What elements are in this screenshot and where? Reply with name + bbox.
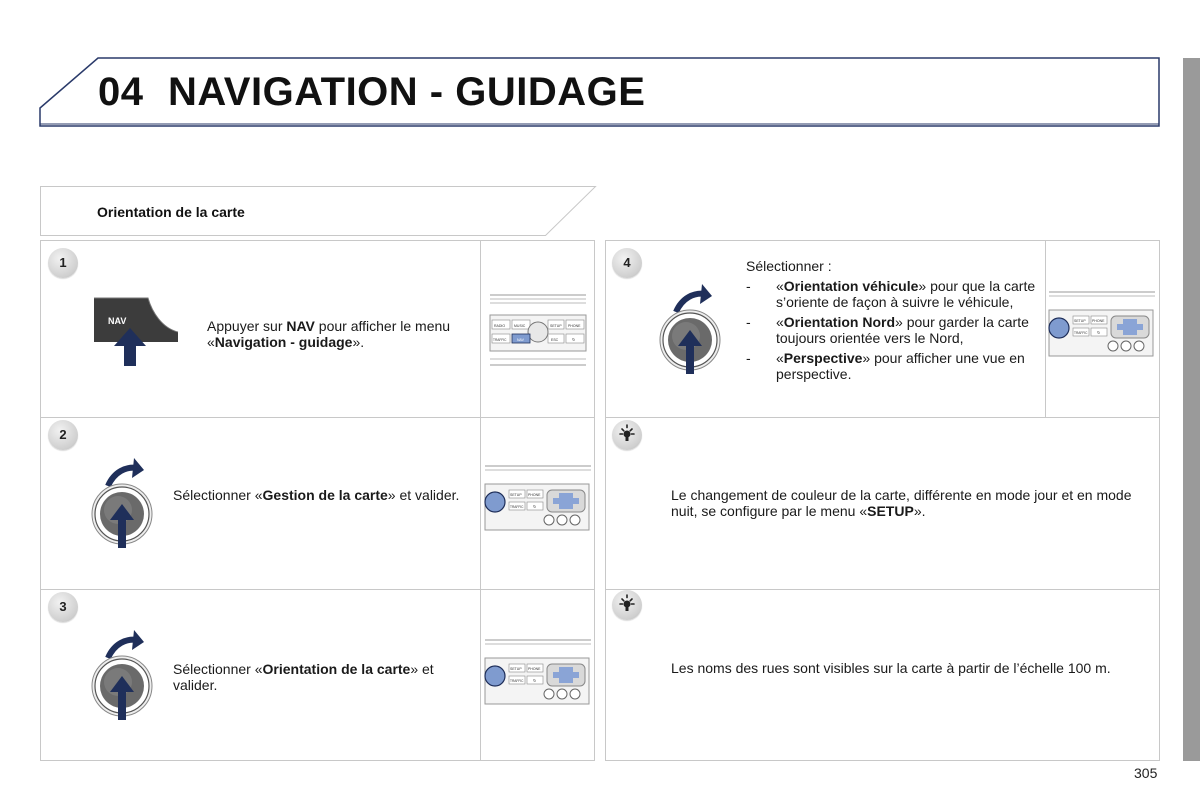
radio-panel-knob-illustration (483, 638, 593, 710)
svg-text:PHONE: PHONE (528, 493, 541, 497)
step-4-intro: Sélectionner : (746, 258, 832, 274)
svg-text:PHONE: PHONE (568, 324, 581, 328)
option-vehicle-orientation: - «Orientation véhicule» pour que la carte s’oriente de façon à suivre le véhicule, (746, 278, 1036, 310)
lightbulb-icon (612, 590, 642, 620)
svg-text:TRAFFIC: TRAFFIC (510, 505, 524, 509)
step-2-instruction: Sélectionner «Gestion de la carte» et valider. (173, 487, 460, 503)
svg-text:PHONE: PHONE (1092, 319, 1105, 323)
svg-text:SETUP: SETUP (550, 324, 562, 328)
tip-street-names: Les noms des rues sont visibles sur la carte à partir de l’échelle 100 m. (671, 660, 1111, 676)
row-divider (605, 417, 1160, 418)
step-4-instruction (746, 258, 1041, 382)
step-3-instruction: Sélectionner «Orientation de la carte» et valider. (173, 661, 434, 693)
step-number-badge: 2 (48, 420, 78, 450)
svg-text:SETUP: SETUP (510, 493, 522, 497)
svg-text:RADIO: RADIO (494, 324, 506, 328)
svg-text:SETUP: SETUP (1074, 319, 1086, 323)
svg-text:NAV: NAV (517, 338, 524, 342)
row-divider (605, 589, 1160, 590)
column-divider (480, 240, 481, 761)
svg-text:↻: ↻ (533, 678, 537, 683)
tip-badge (612, 590, 642, 620)
svg-text:SETUP: SETUP (510, 667, 522, 671)
option-north-orientation: - «Orientation Nord» pour garder la carte toujours orientée vers le Nord, (746, 314, 1029, 346)
chapter-number: 04 (98, 70, 144, 114)
radio-panel-nav-illustration (488, 293, 588, 369)
chapter-side-tab (1183, 58, 1200, 761)
svg-text:TRAFFIC: TRAFFIC (510, 679, 524, 683)
lightbulb-icon (612, 420, 642, 450)
svg-text:TRAFFIC: TRAFFIC (1074, 331, 1088, 335)
option-perspective: - «Perspective» pour afficher une vue en perspective. (746, 350, 1025, 382)
step-1-instruction: Appuyer sur NAV pour afficher le menu «Navigation - guidage». (207, 318, 451, 350)
chapter-title: NAVIGATION - GUIDAGE (168, 70, 646, 114)
column-divider (1045, 240, 1046, 417)
orientation-options-list (746, 278, 1041, 382)
svg-text:TRAFFIC: TRAFFIC (493, 338, 507, 342)
rotary-knob-rotate-press-icon (88, 628, 168, 724)
step-number-badge: 4 (612, 248, 642, 278)
rotary-knob-rotate-press-icon (656, 282, 736, 378)
svg-text:↻: ↻ (533, 504, 537, 509)
tip-badge (612, 420, 642, 450)
row-divider (40, 589, 595, 590)
svg-text:↻: ↻ (1097, 330, 1101, 335)
subsection-tab-frame (0, 0, 600, 240)
step-number-badge: 1 (48, 248, 78, 278)
radio-panel-knob-illustration (483, 464, 593, 536)
radio-panel-knob-illustration (1047, 290, 1157, 362)
svg-text:PHONE: PHONE (528, 667, 541, 671)
step-number-badge: 3 (48, 592, 78, 622)
svg-text:MUSIC: MUSIC (514, 324, 526, 328)
row-divider (40, 417, 595, 418)
tip-setup-colour: Le changement de couleur de la carte, différente en mode jour et en mode nuit, se configure par le menu «SETUP». (671, 487, 1132, 519)
nav-button-icon (86, 292, 186, 372)
rotary-knob-rotate-press-icon (88, 456, 168, 552)
svg-text:ESC: ESC (551, 338, 559, 342)
nav-button-label: NAV (108, 316, 127, 326)
svg-text:↻: ↻ (572, 337, 576, 342)
page-number: 305 (1134, 765, 1158, 781)
subsection-title: Orientation de la carte (97, 204, 245, 220)
